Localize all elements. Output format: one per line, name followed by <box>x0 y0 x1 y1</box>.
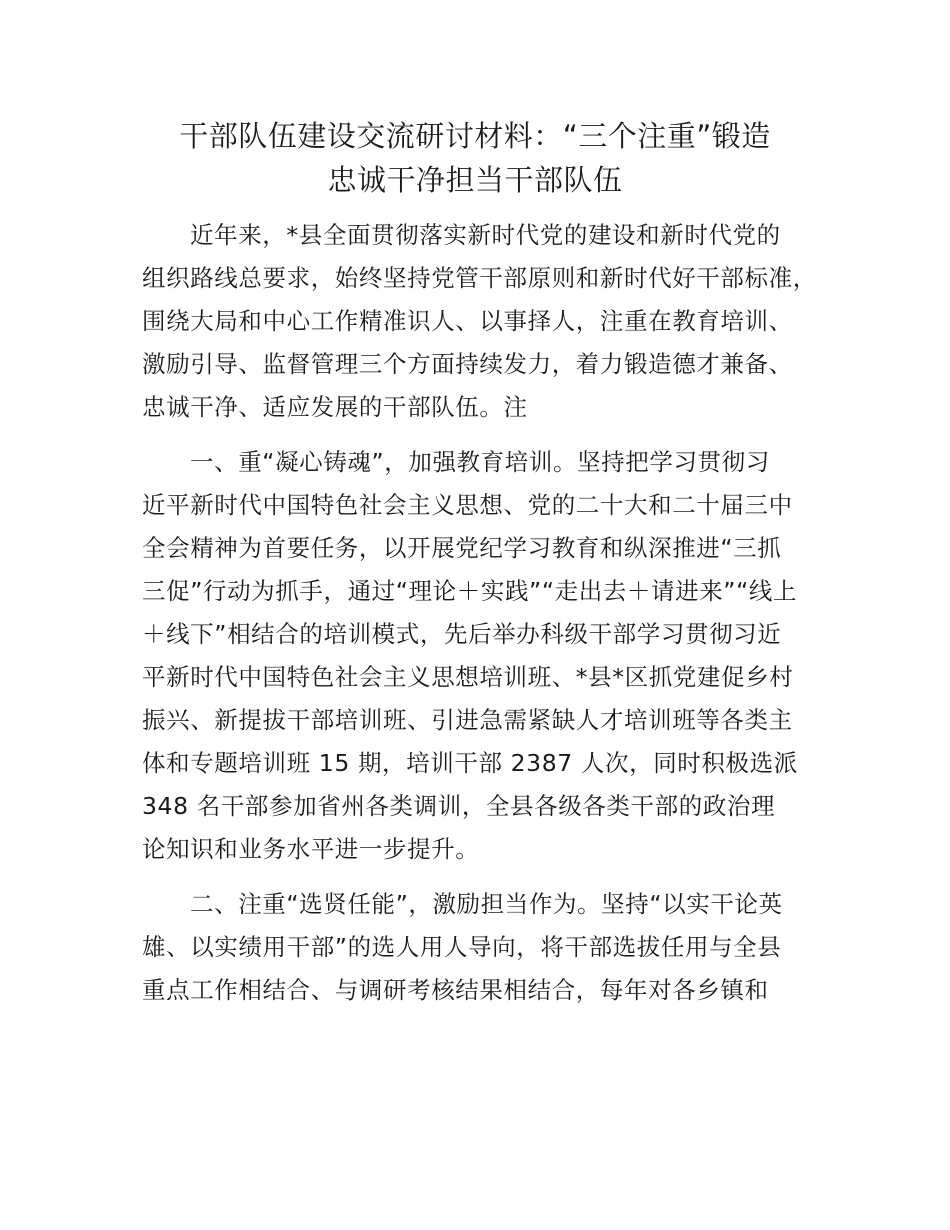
text-line: 全会精神为首要任务，以开展党纪学习教育和纵深推进“三抓 <box>142 534 782 562</box>
text-line: 平新时代中国特色社会主义思想培训班、*县*区抓党建促乡村 <box>142 663 794 691</box>
text-line: 围绕大局和中心工作精准识人、以事择人，注重在教育培训、 <box>142 307 793 335</box>
text-line: 振兴、新提拔干部培训班、引进急需紧缺人才培训班等各类主 <box>142 706 793 734</box>
text-line: 体和专题培训班 15 期，培训干部 2387 人次，同时积极选派 <box>142 749 798 777</box>
text-line: 二、注重“选贤任能”，激励担当作为。坚持“以实干论英 <box>190 890 783 918</box>
text-line: 论知识和业务水平进一步提升。 <box>142 835 480 863</box>
text-line: 忠诚干净、适应发展的干部队伍。注 <box>142 393 528 421</box>
text-line: 近年来，*县全面贯彻落实新时代党的建设和新时代党的 <box>190 221 781 249</box>
text-line: 雄、以实绩用干部”的选人用人导向，将干部选拔任用与全县 <box>142 933 782 961</box>
text-line: ＋线下”相结合的培训模式，先后举办科级干部学习贯彻习近 <box>142 620 782 648</box>
text-line: 激励引导、监督管理三个方面持续发力，着力锻造德才兼备、 <box>142 350 793 378</box>
text-line: 组织路线总要求，始终坚持党管干部原则和新时代好干部标准， <box>142 264 817 292</box>
text-line: 三促”行动为抓手，通过“理论＋实践”“走出去＋请进来”“线上 <box>142 577 798 605</box>
text-line: 近平新时代中国特色社会主义思想、党的二十大和二十届三中 <box>142 491 793 519</box>
text-line: 348 名干部参加省州各类调训，全县各级各类干部的政治理 <box>142 792 776 820</box>
text-line: 一、重“凝心铸魂”，加强教育培训。坚持把学习贯彻习 <box>190 448 770 476</box>
document-title-line-1: 干部队伍建设交流研讨材料：“三个注重”锻造 <box>179 119 771 153</box>
text-line: 重点工作相结合、与调研考核结果相结合，每年对各乡镇和 <box>142 976 769 1004</box>
document-title-line-2: 忠诚干净担当干部队伍 <box>327 163 623 197</box>
